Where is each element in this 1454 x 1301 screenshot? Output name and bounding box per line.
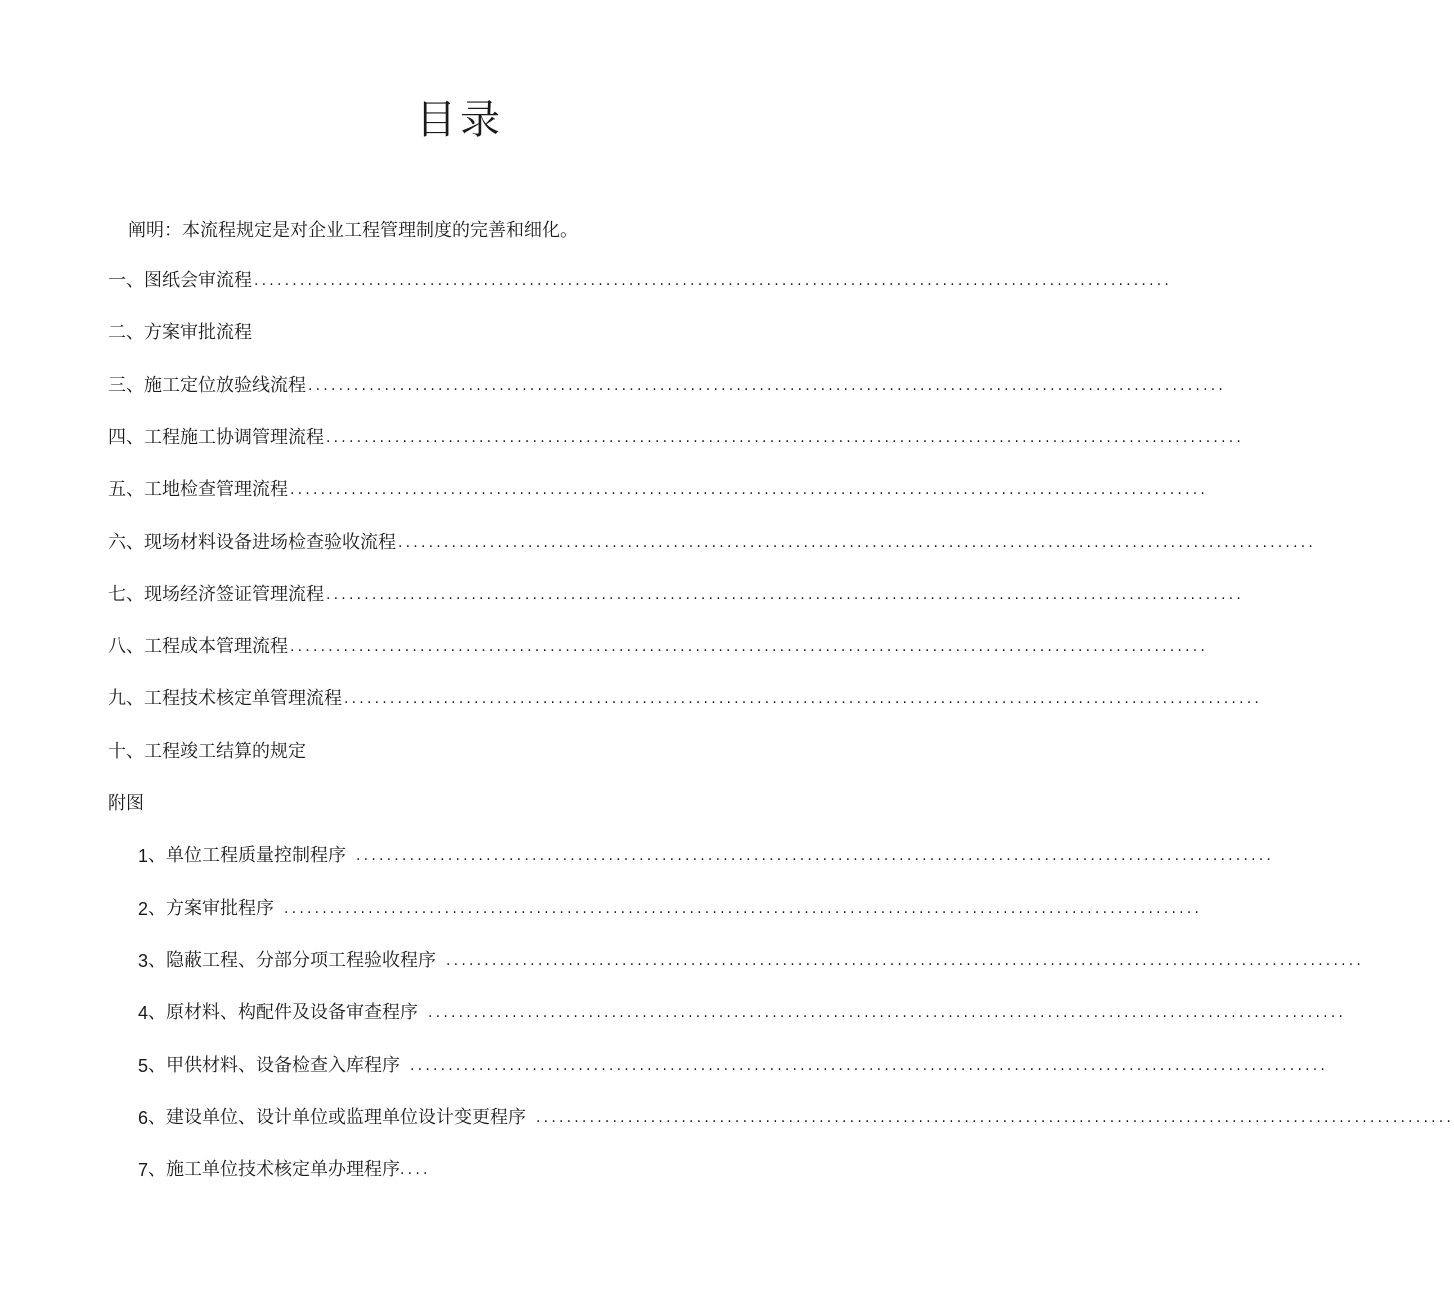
appendix-entry[interactable] (138, 843, 1275, 869)
section-label: 三、施工定位放验线流程 (108, 374, 306, 396)
dot-leader: ........................................................................................................................ (410, 1057, 1329, 1074)
dot-leader: ........................................................................................................................ (398, 534, 1317, 551)
appendix-entry[interactable] (138, 1157, 790, 1183)
appendix-label: 、方案审批程序 (148, 897, 275, 919)
appendix-entry[interactable] (138, 1000, 1347, 1026)
dot-leader: ........................................................................................................................ (536, 1109, 1454, 1126)
appendix-number: 5 (138, 1055, 149, 1076)
section-entry[interactable] (108, 634, 1209, 660)
section-entry[interactable] (108, 373, 1227, 399)
dot-leader: ........................................................................................................................ (428, 1005, 1347, 1022)
section-entry[interactable] (108, 268, 1173, 294)
appendix-number: 4 (138, 1003, 149, 1024)
appendix-entry[interactable] (138, 896, 1203, 922)
dot-leader: ........................................................................................................................ (284, 900, 1203, 917)
section-entry[interactable] (108, 425, 1245, 451)
appendix-label: 、单位工程质量控制程序 (148, 845, 347, 867)
dot-leader: ........................................................................................................................ (254, 273, 1173, 289)
appendix-label: 、甲供材料、设备检查入库程序 (148, 1054, 401, 1076)
section-label: 一、图纸会审流程 (108, 270, 252, 291)
appendix-number: 1 (138, 846, 149, 867)
section-label: 九、工程技术核定单管理流程 (108, 688, 342, 710)
appendix-entry[interactable] (138, 948, 1365, 974)
dot-leader: ........................................................................................................................ (308, 377, 1227, 394)
dot-leader: .... (400, 1162, 431, 1179)
dot-leader: ........................................................................................................................ (326, 586, 1245, 603)
section-label: 七、现场经济签证管理流程 (108, 583, 324, 605)
appendix-label: 、施工单位技术核定单办理程序 (148, 1159, 401, 1181)
section-label: 八、工程成本管理流程 (108, 636, 288, 658)
section-entry[interactable] (108, 477, 1209, 503)
section-entry[interactable] (108, 530, 1317, 556)
page-title: 目录 (416, 97, 504, 143)
appendix-entry[interactable] (138, 1053, 1329, 1079)
section-label: 五、工地检查管理流程 (108, 479, 288, 501)
appendix-heading: 附图 (108, 793, 144, 814)
dot-leader: ........................................................................................................................ (446, 952, 1365, 969)
appendix-number: 7 (138, 1160, 149, 1181)
dot-leader: ........................................................................................................................ (344, 691, 1263, 708)
section-entry[interactable] (108, 739, 790, 765)
section-label: 十、工程竣工结算的规定 (108, 740, 306, 762)
dot-leader: ........................................................................................................................ (356, 848, 1275, 865)
section-label: 二、方案审批流程 (108, 322, 252, 344)
explanatory-note: 阐明：本流程规定是对企业工程管理制度的完善和细化。 (128, 220, 578, 241)
appendix-number: 2 (138, 898, 149, 919)
appendix-label: 、隐蔽工程、分部分项工程验收程序 (148, 949, 437, 971)
appendix-number: 6 (138, 1107, 149, 1128)
appendix-entry[interactable] (138, 1105, 1454, 1131)
dot-leader: ........................................................................................................................ (326, 429, 1245, 446)
appendix-label: 、原材料、构配件及设备审查程序 (148, 1002, 419, 1024)
dot-leader: ........................................................................................................................ (290, 482, 1209, 499)
appendix-number: 3 (138, 950, 149, 971)
section-label: 六、现场材料设备进场检查验收流程 (108, 531, 396, 553)
section-label: 四、工程施工协调管理流程 (108, 426, 324, 448)
section-entry[interactable] (108, 582, 1245, 608)
dot-leader: ........................................................................................................................ (290, 639, 1209, 656)
section-entry[interactable] (108, 320, 790, 346)
section-entry[interactable] (108, 686, 1263, 712)
appendix-label: 、建设单位、设计单位或监理单位设计变更程序 (148, 1106, 527, 1128)
